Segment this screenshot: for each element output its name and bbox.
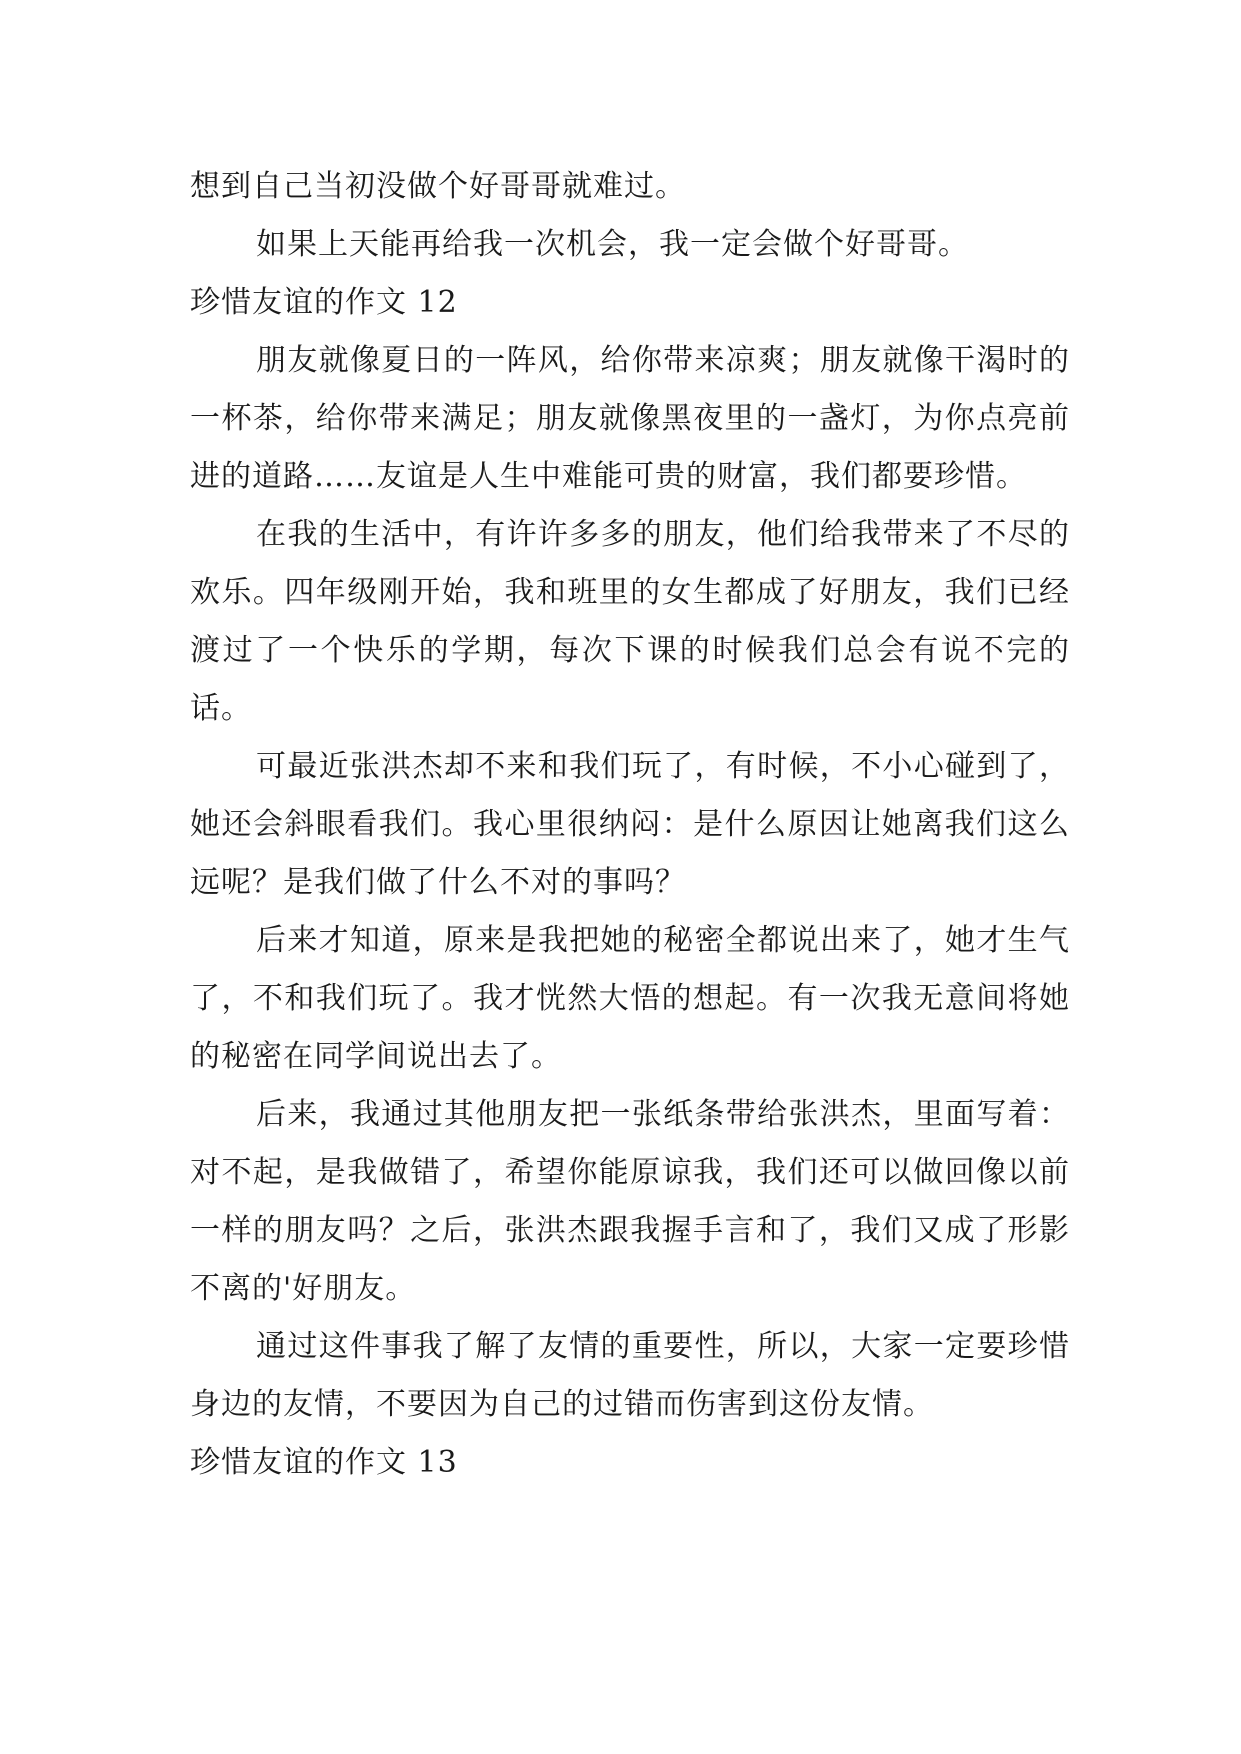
paragraph: 如果上天能再给我一次机会，我一定会做个好哥哥。: [256, 227, 969, 262]
section-heading: 珍惜友谊的作文 13: [190, 1445, 458, 1480]
paragraph: 后来才知道，原来是我把她的秘密全都说出来了，她才生气了，不和我们玩了。我才恍然大悟的想起。有一次我无意间将她的秘密在同学间说出去了。: [190, 923, 1070, 1074]
paragraph: 可最近张洪杰却不来和我们玩了，有时候，不小心碰到了，她还会斜眼看我们。我心里很纳闷：是什么原因让她离我们这么远呢？是我们做了什么不对的事吗？: [190, 749, 1070, 900]
paragraph: 朋友就像夏日的一阵风，给你带来凉爽；朋友就像干渴时的一杯茶，给你带来满足；朋友就像黑夜里的一盏灯，为你点亮前进的道路……友谊是人生中难能可贵的财富，我们都要珍惜。: [190, 343, 1070, 494]
section-heading: 珍惜友谊的作文 12: [190, 285, 458, 320]
paragraph: 通过这件事我了解了友情的重要性，所以，大家一定要珍惜身边的友情，不要因为自己的过错而伤害到这份友情。: [190, 1329, 1070, 1422]
paragraph: 在我的生活中，有许许多多的朋友，他们给我带来了不尽的欢乐。四年级刚开始，我和班里的女生都成了好朋友，我们已经渡过了一个快乐的学期，每次下课的时候我们总会有说不完的话。: [190, 517, 1070, 726]
paragraph-continuation: 想到自己当初没做个好哥哥就难过。: [190, 169, 686, 204]
paragraph: 后来，我通过其他朋友把一张纸条带给张洪杰，里面写着：对不起，是我做错了，希望你能原谅我，我们还可以做回像以前一样的朋友吗？之后，张洪杰跟我握手言和了，我们又成了形影不离的'好朋友。: [190, 1097, 1070, 1306]
document-body: [190, 158, 1070, 1492]
